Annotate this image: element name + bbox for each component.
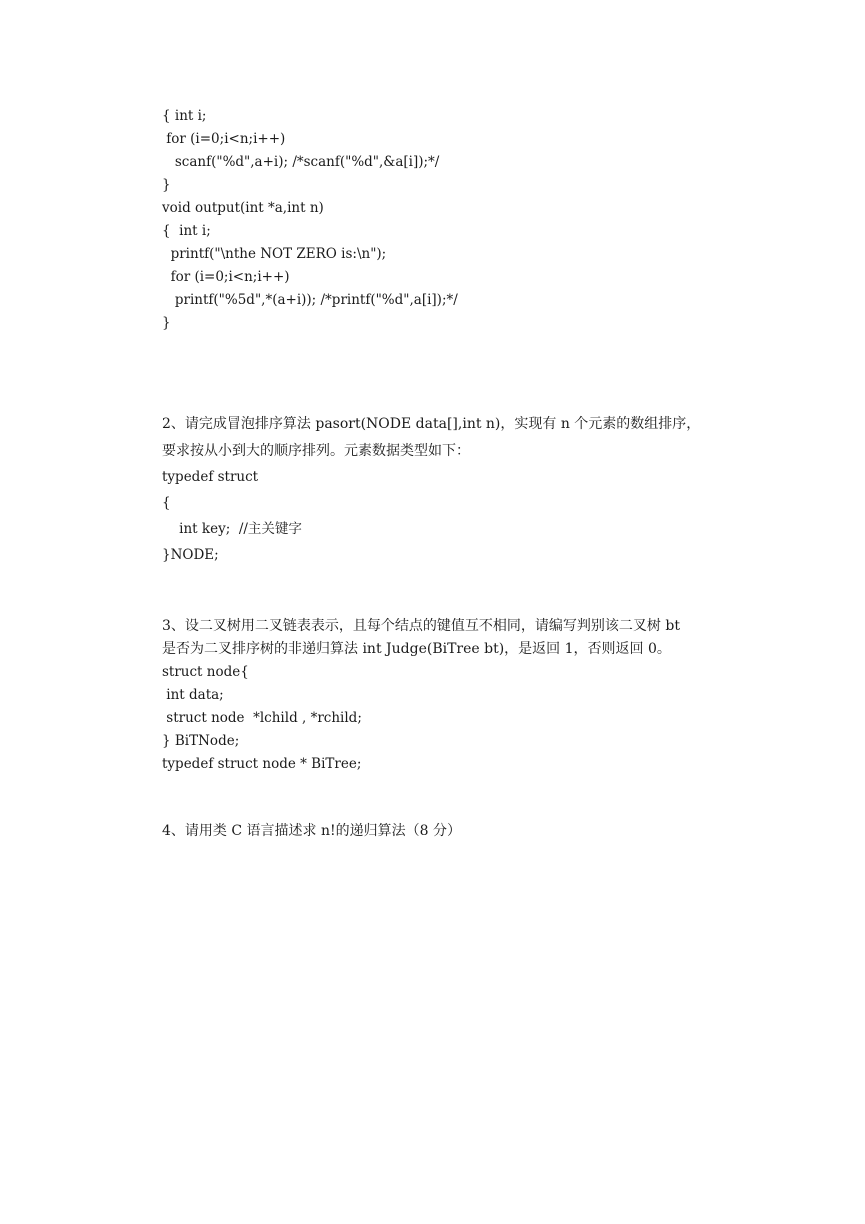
code-line: scanf("%d",a+i); /*scanf("%d",&a[i]);*/: [162, 154, 440, 170]
code-line: printf("\nthe NOT ZERO is:\n");: [162, 246, 387, 262]
code-line: int data;: [162, 687, 224, 703]
code-line: typedef struct: [162, 469, 259, 485]
code-line: }: [162, 177, 171, 193]
question-text-line: 4、请用类 C 语言描述求 n!的递归算法（8 分）: [162, 823, 461, 839]
code-line: } BiTNode;: [162, 733, 240, 749]
code-line: printf("%5d",*(a+i)); /*printf("%d",a[i]);*/: [162, 292, 458, 308]
code-line: struct node{: [162, 664, 249, 680]
code-line: for (i=0;i<n;i++): [162, 269, 290, 285]
code-line: typedef struct node * BiTree;: [162, 756, 362, 772]
code-line: int key; //主关键字: [162, 521, 302, 537]
question-text-line: 要求按从小到大的顺序排列。元素数据类型如下：: [162, 443, 470, 459]
code-line: }NODE;: [162, 547, 219, 563]
code-line: void output(int *a,int n): [162, 200, 324, 216]
code-line: }: [162, 315, 171, 331]
question-text-line: 3、设二叉树用二叉链表表示，且每个结点的键值互不相同，请编写判别该二叉树 bt: [162, 618, 680, 634]
code-line: {: [162, 495, 171, 511]
code-line: { int i;: [162, 223, 211, 239]
code-line: { int i;: [162, 108, 207, 124]
question-text-line: 是否为二叉排序树的非递归算法 int Judge(BiTree bt)，是返回 1，否则返回 0。: [162, 641, 671, 657]
question-text-line: 2、请完成冒泡排序算法 pasort(NODE data[],int n)，实现有 n 个元素的数组排序，: [162, 416, 701, 432]
code-line: struct node *lchild , *rchild;: [162, 710, 362, 726]
code-line: for (i=0;i<n;i++): [162, 131, 286, 147]
